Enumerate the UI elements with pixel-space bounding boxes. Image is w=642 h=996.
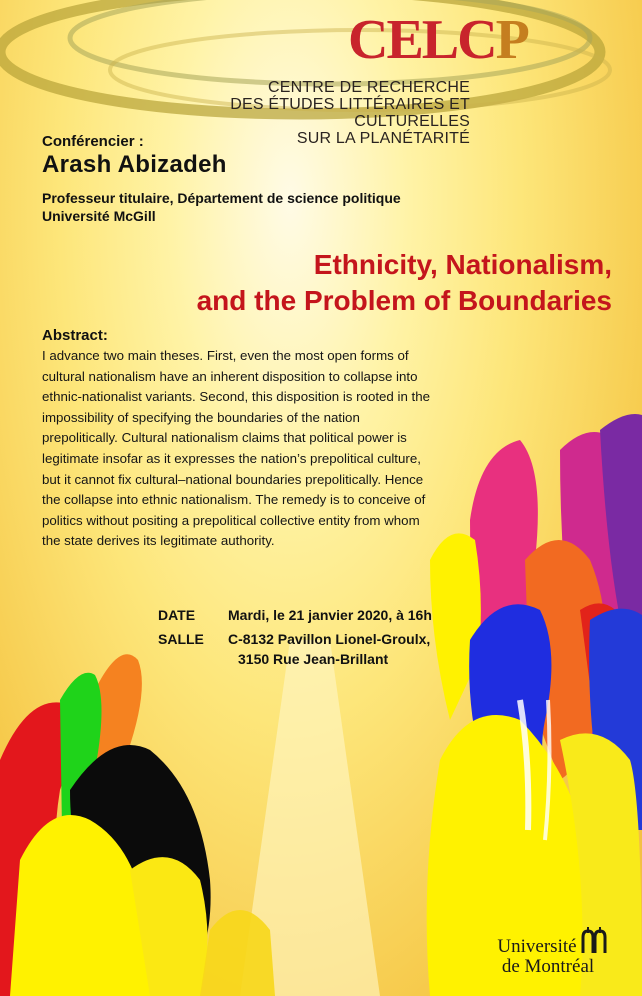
room-label: SALLE	[158, 631, 204, 647]
date-label: DATE	[158, 607, 196, 623]
research-centre-name	[160, 79, 470, 147]
title-line: Ethnicity, Nationalism,	[313, 249, 612, 280]
speaker-affiliation	[42, 189, 401, 225]
logo-text: CELC	[348, 9, 496, 71]
room-line: 3150 Rue Jean-Brillant	[238, 651, 389, 667]
centre-line: DES ÉTUDES LITTÉRAIRES ET CULTURELLES	[230, 96, 470, 130]
room-line: C-8132 Pavillon Lionel-Groulx,	[228, 631, 431, 647]
speaker-label: Conférencier :	[42, 133, 144, 150]
logo-letter-p: P	[495, 9, 528, 71]
udm-emblem-icon	[581, 927, 607, 953]
udm-line: de Montréal	[501, 956, 595, 977]
date-value: Mardi, le 21 janvier 2020, à 16h	[228, 607, 432, 623]
centre-line: SUR LA PLANÉTARITÉ	[296, 130, 470, 147]
speaker-role: Professeur titulaire, Département de science politique	[42, 190, 401, 206]
universite-de-montreal-logo	[483, 937, 613, 977]
speaker-university: Université McGill	[42, 208, 156, 224]
room-value	[228, 629, 430, 669]
abstract-label: Abstract:	[42, 327, 108, 344]
celcp-logo	[348, 9, 528, 71]
lecture-title	[120, 247, 612, 319]
udm-line: Université	[497, 936, 577, 957]
abstract-text: I advance two main theses. First, even the most open forms of cultural nationalism have an inherent disposition to collapse into ethnic-nationalist variants. Second, this disposition is rooted in the impossibility of specifying the boundaries of the nation prepolitically. Cultural nationalism claims that political power is legitimate insofar as it expresses the nation’s prepolitical culture, but it cannot fix cultural–national boundaries prepolitically. Hence the collapse into ethnic nationalism. The remedy is to conceive of politics without positing a prepolitical collective entity from whom the state derives its legitimate authority.	[42, 348, 431, 549]
yellow-shape	[200, 910, 275, 996]
title-line: and the Problem of Boundaries	[196, 285, 612, 316]
speaker-name: Arash Abizadeh	[42, 151, 227, 178]
centre-line: CENTRE DE RECHERCHE	[267, 79, 470, 96]
